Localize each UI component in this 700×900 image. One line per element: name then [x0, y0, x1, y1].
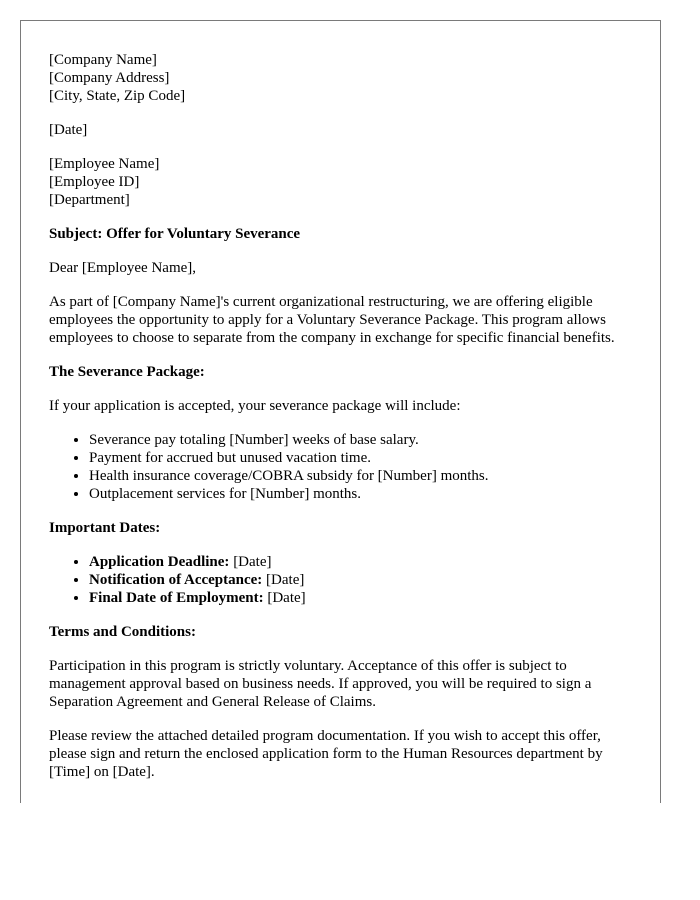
- list-item: • Severance pay totaling [Number] weeks of base salary.: [89, 431, 632, 449]
- date-value: [Date]: [229, 554, 272, 570]
- package-heading: The Severance Package:: [49, 364, 205, 380]
- city-state-zip: [City, State, Zip Code]: [49, 88, 186, 104]
- list-item: [89, 553, 632, 571]
- company-name: [Company Name]: [49, 52, 157, 68]
- recipient-block: [49, 155, 632, 209]
- dates-heading: Important Dates:: [49, 520, 161, 536]
- sender-address-block: [49, 51, 632, 105]
- letter-page: [20, 20, 661, 803]
- department: [Department]: [49, 192, 130, 208]
- date-label: Final Date of Employment:: [89, 590, 264, 606]
- list-item: • Health insurance coverage/COBRA subsidy for [Number] months.: [89, 467, 632, 485]
- salutation: Dear [Employee Name],: [49, 260, 197, 276]
- terms-heading: Terms and Conditions:: [49, 624, 196, 640]
- employee-id: [Employee ID]: [49, 174, 140, 190]
- package-list: [49, 431, 632, 503]
- list-item: [89, 589, 632, 607]
- date-value: [Date]: [263, 590, 306, 606]
- date-label: Notification of Acceptance:: [89, 572, 263, 588]
- date-label: Application Deadline:: [89, 554, 230, 570]
- employee-name: [Employee Name]: [49, 156, 160, 172]
- terms-paragraph: Participation in this program is strictly voluntary. Acceptance of this offer is subject to management approval based on business needs. If approved, you will be required to sign a Separation Agreement and General Release of Claims.: [49, 658, 592, 710]
- company-address: [Company Address]: [49, 70, 170, 86]
- list-item: • Payment for accrued but unused vacation time.: [89, 449, 632, 467]
- subject-line: Subject: Offer for Voluntary Severance: [49, 226, 301, 242]
- date-value: [Date]: [262, 572, 305, 588]
- closing-paragraph: Please review the attached detailed program documentation. If you wish to accept this offer, please sign and return the enclosed application form to the Human Resources department by [Time] on [Date].: [49, 728, 603, 780]
- intro-paragraph: As part of [Company Name]'s current organizational restructuring, we are offering eligible employees the opportunity to apply for a Voluntary Severance Package. This program allows employees to choose to separate from the company in exchange for specific financial benefits.: [49, 294, 615, 346]
- package-intro: If your application is accepted, your severance package will include:: [49, 398, 461, 414]
- letter-date: [Date]: [49, 122, 88, 138]
- dates-list: [49, 553, 632, 607]
- list-item: • Outplacement services for [Number] months.: [89, 485, 632, 503]
- list-item: [89, 571, 632, 589]
